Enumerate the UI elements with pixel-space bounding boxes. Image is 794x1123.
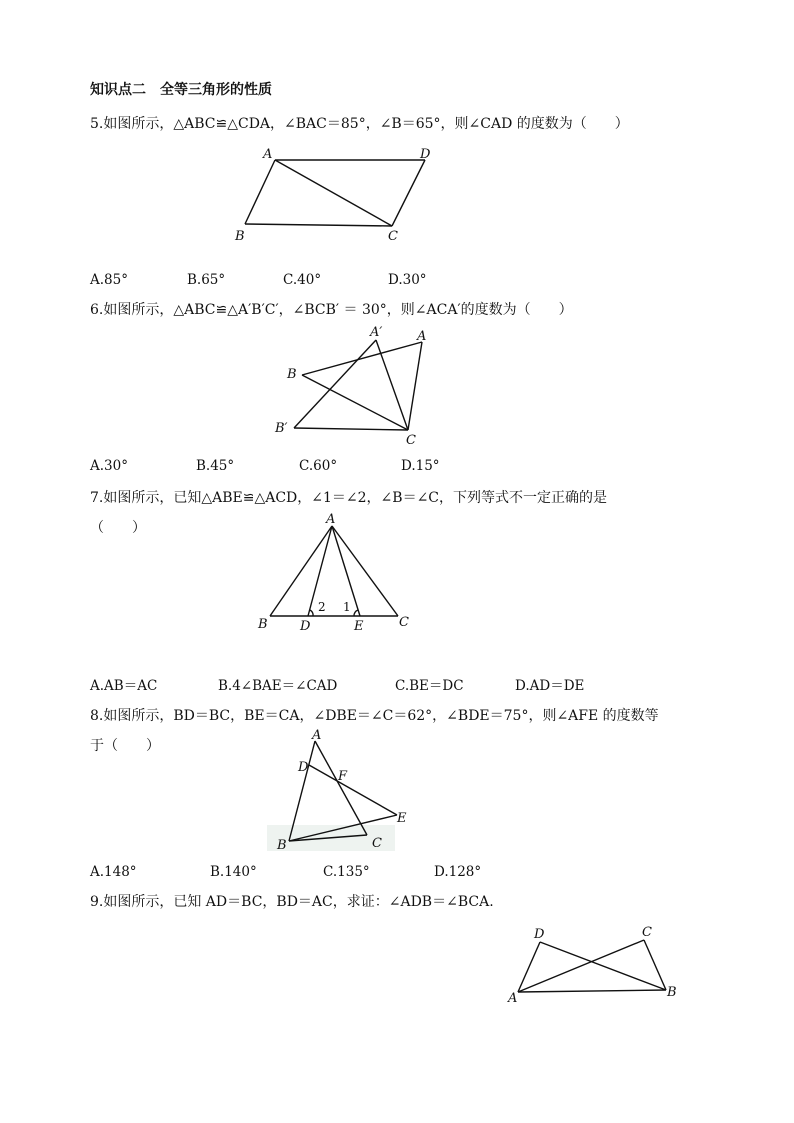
segment-ac bbox=[332, 526, 398, 616]
label-a: A bbox=[263, 147, 273, 162]
q8-option-b: B.140° bbox=[210, 864, 257, 880]
angle-2-arc bbox=[310, 610, 313, 616]
question-7-text-cont: （ ） bbox=[90, 520, 146, 536]
label-d: D bbox=[420, 147, 431, 162]
label-b: B bbox=[258, 617, 268, 632]
question-6-figure bbox=[270, 320, 440, 450]
q6-option-a: A.30° bbox=[90, 458, 128, 474]
question-9-text: 9.如图所示，已知 AD＝BC，BD＝AC，求证：∠ADB＝∠BCA. bbox=[90, 894, 494, 910]
q6-option-c: C.60° bbox=[299, 458, 338, 474]
label-c: C bbox=[372, 836, 382, 851]
label-b: B bbox=[277, 838, 287, 853]
label-d: D bbox=[300, 619, 311, 634]
q7-option-d: D.AD＝DE bbox=[515, 678, 585, 694]
label-angle-1: 1 bbox=[343, 600, 351, 614]
q5-option-b: B.65° bbox=[187, 272, 226, 288]
label-b: B bbox=[235, 229, 245, 244]
question-9-figure bbox=[500, 920, 690, 1010]
question-6-text: 6.如图所示，△ABC≌△A′B′C′，∠BCB′ ＝ 30°，则∠ACA′的度数为（ ） bbox=[90, 302, 573, 318]
label-e: E bbox=[354, 619, 364, 634]
segment-ac bbox=[315, 741, 367, 835]
question-5-text: 5.如图所示，△ABC≌△CDA，∠BAC＝85°，∠B＝65°，则∠CAD 的度数为（ ） bbox=[90, 116, 629, 132]
question-8-figure bbox=[265, 725, 415, 855]
label-d: D bbox=[298, 760, 309, 775]
label-b-prime: B′ bbox=[275, 421, 288, 436]
segment-ab bbox=[518, 990, 666, 992]
question-7-figure bbox=[250, 510, 420, 635]
label-d: D bbox=[534, 927, 545, 942]
label-angle-2: 2 bbox=[318, 600, 326, 614]
angle-1-arc bbox=[354, 610, 358, 616]
segment-db bbox=[540, 942, 666, 990]
label-a: A bbox=[312, 728, 322, 743]
section-title: 知识点二 全等三角形的性质 bbox=[90, 82, 272, 98]
label-e: E bbox=[397, 811, 407, 826]
question-5-figure bbox=[230, 140, 440, 250]
label-f: F bbox=[338, 769, 348, 784]
segment-ba bbox=[302, 342, 422, 375]
segment-cd bbox=[392, 160, 425, 226]
q5-option-a: A.85° bbox=[90, 272, 128, 288]
q7-option-c: C.BE＝DC bbox=[395, 678, 464, 694]
segment-ac bbox=[275, 160, 392, 226]
question-7-text: 7.如图所示，已知△ABE≌△ACD，∠1＝∠2，∠B＝∠C，下列等式不一定正确的是 bbox=[90, 490, 608, 506]
segment-de bbox=[309, 765, 397, 815]
label-a: A bbox=[417, 329, 427, 344]
label-a: A bbox=[508, 991, 518, 1006]
q8-option-c: C.135° bbox=[323, 864, 370, 880]
label-a: A bbox=[326, 512, 336, 527]
label-a-prime: A′ bbox=[370, 325, 383, 340]
segment-ab bbox=[245, 160, 275, 224]
label-c: C bbox=[642, 925, 652, 940]
label-c: C bbox=[399, 615, 409, 630]
label-b: B bbox=[667, 985, 677, 1000]
segment-bc bbox=[245, 224, 392, 226]
label-c: C bbox=[388, 229, 398, 244]
segment-ac bbox=[408, 342, 422, 430]
q5-option-d: D.30° bbox=[388, 272, 427, 288]
label-c: C bbox=[406, 433, 416, 448]
segment-b1c bbox=[294, 428, 408, 430]
q8-option-d: D.128° bbox=[434, 864, 482, 880]
question-8-text: 8.如图所示，BD＝BC，BE＝CA，∠DBE＝∠C＝62°，∠BDE＝75°，则∠AFE 的度数等 bbox=[90, 708, 659, 724]
segment-a1b1 bbox=[294, 340, 376, 428]
q6-option-d: D.15° bbox=[401, 458, 440, 474]
q7-option-b: B.4∠BAE＝∠CAD bbox=[218, 678, 338, 694]
q8-option-a: A.148° bbox=[90, 864, 137, 880]
q7-option-a: A.AB＝AC bbox=[90, 678, 158, 694]
question-8-text-cont: 于（ ） bbox=[90, 738, 160, 754]
label-b: B bbox=[287, 367, 297, 382]
q5-option-c: C.40° bbox=[283, 272, 322, 288]
q6-option-b: B.45° bbox=[196, 458, 235, 474]
